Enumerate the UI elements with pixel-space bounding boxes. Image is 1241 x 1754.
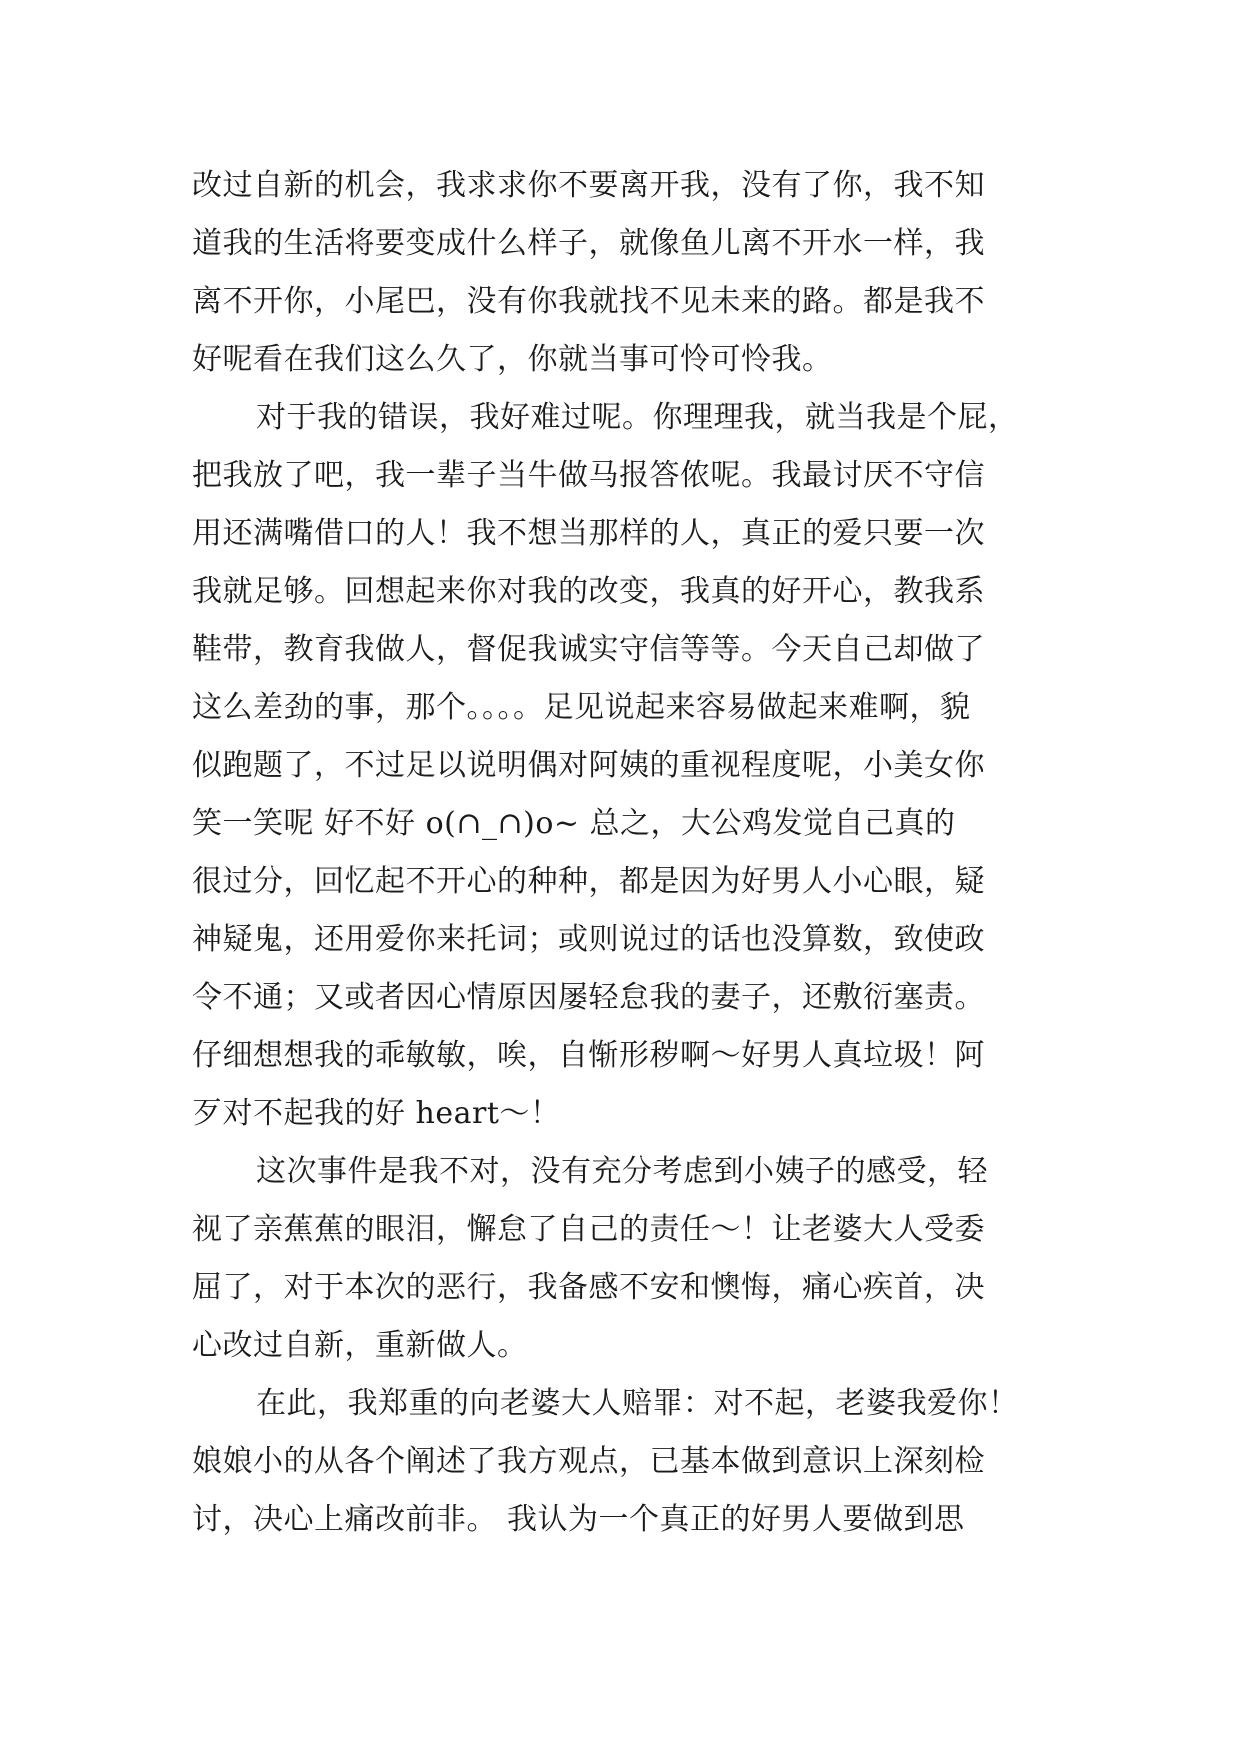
text-line: 仔细想想我的乖敏敏，唉，自惭形秽啊～好男人真垃圾！阿 bbox=[192, 1038, 985, 1073]
text-line: 讨，决心上痛改前非。 我认为一个真正的好男人要做到思 bbox=[192, 1502, 965, 1537]
text-line: 鞋带，教育我做人，督促我诚实守信等等。今天自己却做了 bbox=[192, 632, 985, 667]
text-line: 笑一笑呢 好不好 o(∩_∩)o~ 总之，大公鸡发觉自己真的 bbox=[192, 806, 956, 841]
text-line: 歹对不起我的好 heart～！ bbox=[192, 1096, 561, 1131]
paragraph-first-line: 这次事件是我不对，没有充分考虑到小姨子的感受，轻 bbox=[256, 1154, 988, 1189]
text-line: 心改过自新，重新做人。 bbox=[192, 1328, 528, 1363]
text-line: 这么差劲的事，那个。。。。足见说起来容易做起来难啊，貌 bbox=[192, 690, 971, 725]
text-line: 神疑鬼，还用爱你来托词；或则说过的话也没算数，致使政 bbox=[192, 922, 985, 957]
text-line: 视了亲蕉蕉的眼泪，懈怠了自己的责任～！让老婆大人受委 bbox=[192, 1212, 985, 1247]
text-line: 离不开你，小尾巴，没有你我就找不见未来的路。都是我不 bbox=[192, 284, 985, 319]
text-line: 很过分，回忆起不开心的种种，都是因为好男人小心眼，疑 bbox=[192, 864, 985, 899]
text-line: 把我放了吧，我一辈子当牛做马报答侬呢。我最讨厌不守信 bbox=[192, 458, 985, 493]
text-line: 道我的生活将要变成什么样子，就像鱼儿离不开水一样，我 bbox=[192, 226, 985, 261]
text-line: 好呢看在我们这么久了，你就当事可怜可怜我。 bbox=[192, 342, 833, 377]
text-line: 令不通；又或者因心情原因屡轻怠我的妻子，还敷衍塞责。 bbox=[192, 980, 985, 1015]
paragraph-first-line: 对于我的错误，我好难过呢。你理理我，就当我是个屁， bbox=[256, 400, 1019, 435]
text-line: 用还满嘴借口的人！我不想当那样的人，真正的爱只要一次 bbox=[192, 516, 985, 551]
text-line: 似跑题了，不过足以说明偶对阿姨的重视程度呢，小美女你 bbox=[192, 748, 985, 783]
paragraph-first-line: 在此，我郑重的向老婆大人赔罪：对不起，老婆我爱你！ bbox=[256, 1386, 1019, 1421]
text-line: 我就足够。回想起来你对我的改变，我真的好开心，教我系 bbox=[192, 574, 985, 609]
document-body bbox=[192, 157, 1072, 1549]
text-line: 屈了，对于本次的恶行，我备感不安和懊悔，痛心疾首，决 bbox=[192, 1270, 985, 1305]
text-line: 娘娘小的从各个阐述了我方观点，已基本做到意识上深刻检 bbox=[192, 1444, 985, 1479]
text-line: 改过自新的机会，我求求你不要离开我，没有了你，我不知 bbox=[192, 168, 985, 203]
